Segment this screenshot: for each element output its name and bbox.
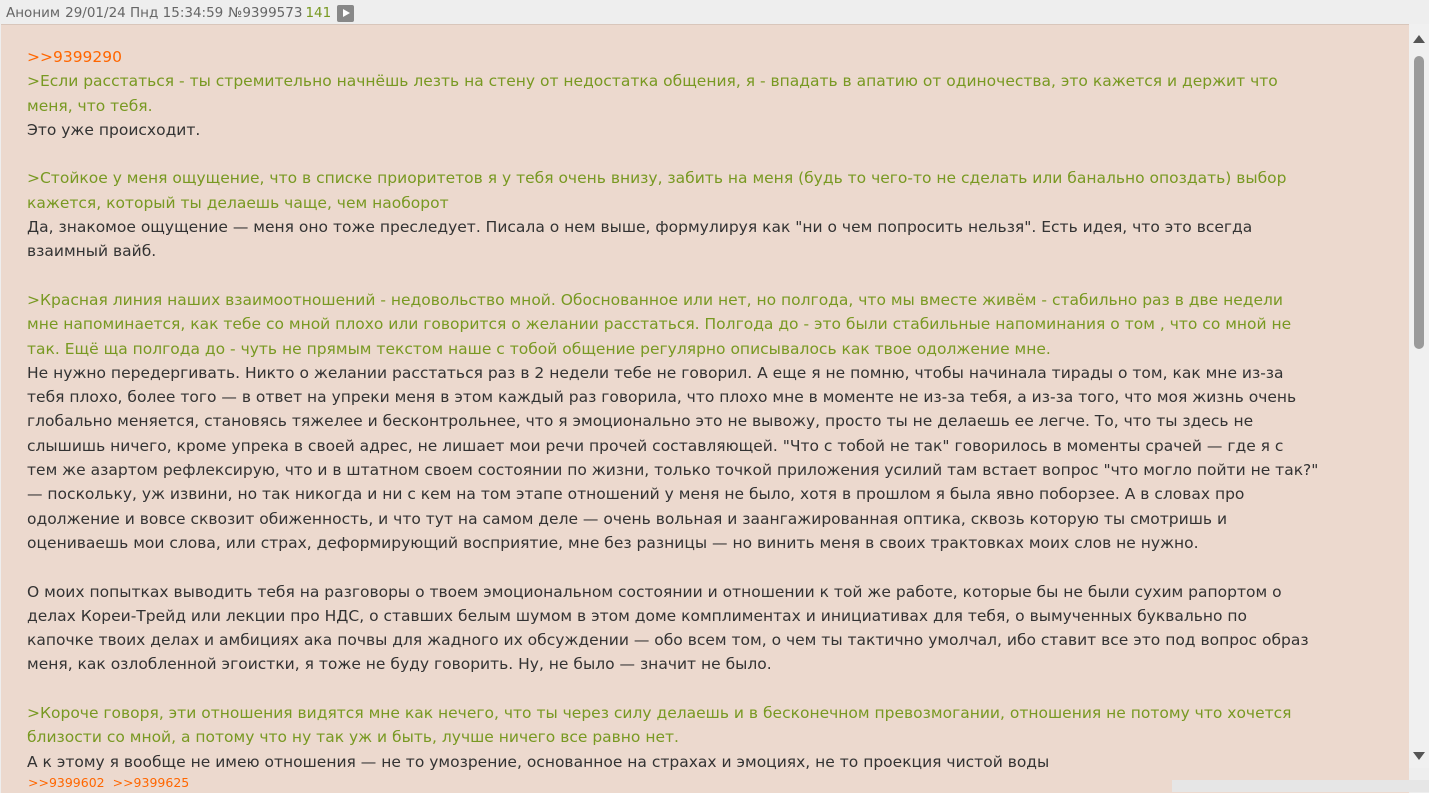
quote-line: мне напоминается, как тебе со мной плохо или говорится о желании расстаться. Полгода до - это были стабильные напоминания о том , что со мной не (27, 315, 1292, 334)
reply-link[interactable]: >>9399290 (27, 48, 123, 66)
text-line: А к этому я вообще не имею отношения — не то умозрение, основанное на страхах и эмоциях, не то проекция чистой воды (27, 752, 1050, 771)
quote-line: >Если расстаться - ты стремительно начнёшь лезть на стену от недостатка общения, я - впадать в апатию от одиночества, это кажется и держит что (27, 72, 1278, 91)
text-line: одолжение и вовсе сквозит обиженность, и что тут на самом деле — очень вольная и заангажированная оптика, сквозь которую ты смотришь и (27, 509, 1228, 528)
poster-name: Аноним (6, 5, 61, 21)
text-line: Не нужно передергивать. Никто о желании расстаться раз в 2 недели тебе не говорил. А еще я не помню, чтобы начинала тирады о том, как мне из-за (27, 363, 1284, 382)
post-number[interactable]: №9399573 (228, 5, 303, 21)
text-line: делах Кореи-Трейд или лекции про НДС, о ставших белым шумом в этом доме комплиментах и инициативах для тебя, о вымученных буквально по (27, 606, 1248, 625)
text-line: О моих попытках выводить тебя на разговоры о твоем эмоциональном состоянии и отношении к той же работе, которые бы не были сухим рапортом о (27, 582, 1282, 601)
text-line: — поскольку, уж извини, но так никогда и ни с кем на том этапе отношений у меня не было, хотя в прошлом я была явно поборзее. А в словах про (27, 485, 1245, 504)
text-line: меня, как озлобленной эгоистки, я тоже не буду говорить. Ну, не было — значит не было. (27, 655, 772, 674)
horizontal-scrollbar[interactable] (1172, 780, 1429, 792)
quote-line: >Короче говоря, эти отношения видятся мне как нечего, что ты через силу делаешь и в бесконечном превозмогании, отношения не потому что хочется (27, 704, 1292, 723)
text-line: капочке твоих делах и амбициях ака почвы для жадного их обсуждении — обо всем том, о чем ты тактично умолчал, ибо ставит все это под вопрос образ (27, 631, 1309, 650)
scroll-thumb[interactable] (1414, 56, 1424, 349)
quote-line: меня, что тебя. (27, 96, 153, 115)
post-container (1, 24, 1409, 793)
scroll-up-icon[interactable] (1413, 35, 1425, 43)
text-line: взаимный вайб. (27, 242, 157, 261)
text-line: оцениваешь мои слова, или страх, деформирующий восприятие, мне без разницы — но винить меня в своих трактовках моих слов не нужно. (27, 533, 1199, 552)
text-line: тебя плохо, более того — в ответ на упреки меня в этом каждый раз говорила, что плохо мне в моменте не из-за тебя, а из-за того, что моя жизнь очень (27, 388, 1297, 407)
text-line: Да, знакомое ощущение — меня оно тоже преследует. Писала о нем выше, формулируя как "ни о чем попросить нельзя". Есть идея, что это всегда (27, 218, 1253, 237)
replies-list (28, 775, 193, 790)
reply-link[interactable]: >>9399625 (112, 775, 190, 790)
reply-link[interactable]: >>9399602 (28, 775, 105, 790)
quote-line: так. Ещё ща полгода до - чуть не прямым текстом наше с тобой общение регулярно описывалось как твое одолжение мне. (27, 339, 1051, 358)
quote-line: кажется, который ты делаешь чаще, чем наоборот (27, 193, 449, 212)
post-date: 29/01/24 Пнд 15:34:59 (65, 5, 224, 21)
text-line: Это уже происходит. (27, 120, 201, 139)
vertical-scrollbar[interactable] (1409, 24, 1429, 768)
scroll-down-icon[interactable] (1413, 752, 1425, 760)
text-line: глобально меняется, становясь тяжелее и бесконтрольнее, что я эмоционально это не вывожу, просто ты не делаешь ее легче. То, что ты здесь не (27, 412, 1254, 431)
quote-line: >Стойкое у меня ощущение, что в списке приоритетов я у тебя очень внизу, забить на меня (будь то чего-то не сделать или банально опоздать) выбор (27, 169, 1287, 188)
text-line: тем же азартом рефлексирую, что и в штатном своем состоянии по жизни, только точкой приложения усилий там встает вопрос "что могло пойти не так?" (27, 461, 1319, 480)
post-count: 141 (305, 5, 332, 21)
play-icon[interactable] (337, 5, 354, 22)
quote-line: близости со мной, а потому что ну так уж и быть, лучше ничего все равно нет. (27, 728, 679, 747)
quote-line: >Красная линия наших взаимоотношений - недовольство мной. Обоснованное или нет, но полгода, что мы вместе живём - стабильно раз в две недели (27, 290, 1283, 309)
post-body (27, 45, 1367, 774)
post-header (6, 3, 354, 23)
text-line: слышишь ничего, кроме упрека в своей адрес, не лишает мои речи прочей составляющей. "Что с тобой не так" говорилось в моменты срачей — где я с (27, 436, 1284, 455)
